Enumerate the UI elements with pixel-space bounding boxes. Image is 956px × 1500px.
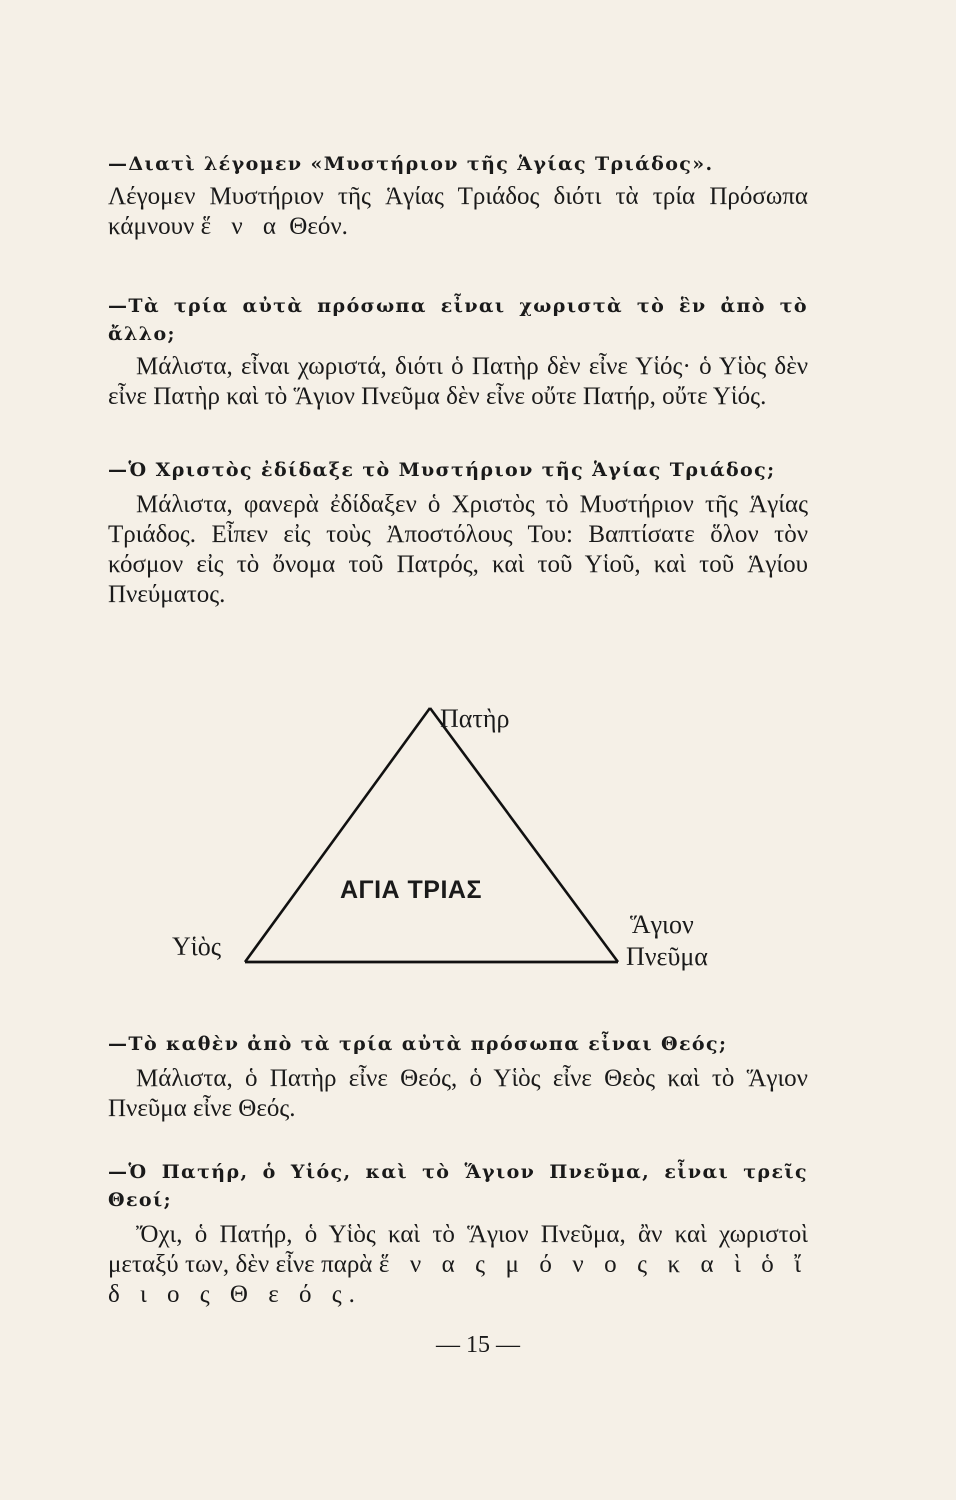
answer-5 bbox=[108, 1220, 808, 1310]
question-2: —Τὰ τρία αὐτὰ πρόσωπα εἶναι χωριστὰ τὸ ἓν ἀπὸ τὸ ἄλλο; bbox=[108, 295, 808, 345]
answer-5-text: Ὄχι, ὁ Πατήρ, ὁ Υἱὸς καὶ τὸ Ἅγιον Πνεῦμα, ἂν καὶ χωριστοὶ μεταξύ των, δὲν εἶνε παρὰ bbox=[108, 1221, 808, 1278]
question-5: —Ὁ Πατήρ, ὁ Υἱός, καὶ τὸ Ἅγιον Πνεῦμα, εἶναι τρεῖς Θεοί; bbox=[108, 1161, 808, 1211]
triangle-right-side bbox=[430, 708, 618, 962]
answer-3: Μάλιστα, φανερὰ ἐδίδαξεν ὁ Χριστὸς τὸ Μυστήριον τῆς Ἁγίας Τριάδος. Εἶπεν εἰς τοὺς Ἀποστόλους Του: Βαπτίσατε ὅλον τὸν κόσμον εἰς τὸ ὄνομα τοῦ Πατρός, καὶ τοῦ Υἱοῦ, καὶ τοῦ Ἁγίου Πνεύματος. bbox=[108, 491, 808, 608]
answer-1-spaced: ἕ ν α bbox=[200, 213, 284, 240]
question-4: —Τὸ καθὲν ἀπὸ τὰ τρία αὐτὰ πρόσωπα εἶναι Θεός; bbox=[108, 1033, 728, 1055]
label-holy-spirit-line2: Πνεῦμα bbox=[626, 942, 708, 971]
question-3: —Ὁ Χριστὸς ἐδίδαξε τὸ Μυστήριον τῆς Ἁγίας Τριάδος; bbox=[108, 459, 776, 481]
section-1 bbox=[108, 150, 808, 242]
trinity-diagram bbox=[160, 700, 780, 990]
page-number: — 15 — bbox=[436, 1332, 520, 1358]
answer-1-end: Θεόν. bbox=[289, 213, 348, 240]
answer-1-text: Λέγομεν Μυστήριον τῆς Ἁγίας Τριάδος διότι τὰ τρία Πρόσωπα κάμνουν bbox=[108, 183, 808, 240]
question-1: —Διατὶ λέγομεν «Μυστήριον τῆς Ἁγίας Τριάδος». bbox=[108, 153, 714, 175]
triangle-left-side bbox=[245, 708, 430, 962]
answer-1 bbox=[108, 182, 808, 242]
label-son: Υἱὸς bbox=[172, 932, 222, 961]
section-5 bbox=[108, 1158, 808, 1310]
section-4 bbox=[108, 1030, 808, 1124]
label-father: Πατὴρ bbox=[440, 704, 510, 733]
answer-4: Μάλιστα, ὁ Πατὴρ εἶνε Θεός, ὁ Υἱὸς εἶνε Θεὸς καὶ τὸ Ἅγιον Πνεῦμα εἶνε Θεός. bbox=[108, 1065, 808, 1122]
section-2 bbox=[108, 292, 808, 412]
section-3 bbox=[108, 456, 808, 610]
label-holy-spirit-line1: Ἅγιον bbox=[630, 910, 694, 939]
answer-2: Μάλιστα, εἶναι χωριστά, διότι ὁ Πατὴρ δὲν εἶνε Υἱός· ὁ Υἱὸς δὲν εἶνε Πατὴρ καὶ τὸ Ἅγιον Πνεῦμα δὲν εἶνε οὔτε Πατήρ, οὔτε Υἱός. bbox=[108, 353, 808, 410]
diagram-title: ΑΓΙΑ ΤΡΙΑΣ bbox=[340, 876, 482, 904]
answer-5-spaced: ἕ ν α ς μ ό ν ο ς κ α ὶ ὁ ἴ δ ι ο ς Θ ε ό ς. bbox=[108, 1251, 809, 1308]
